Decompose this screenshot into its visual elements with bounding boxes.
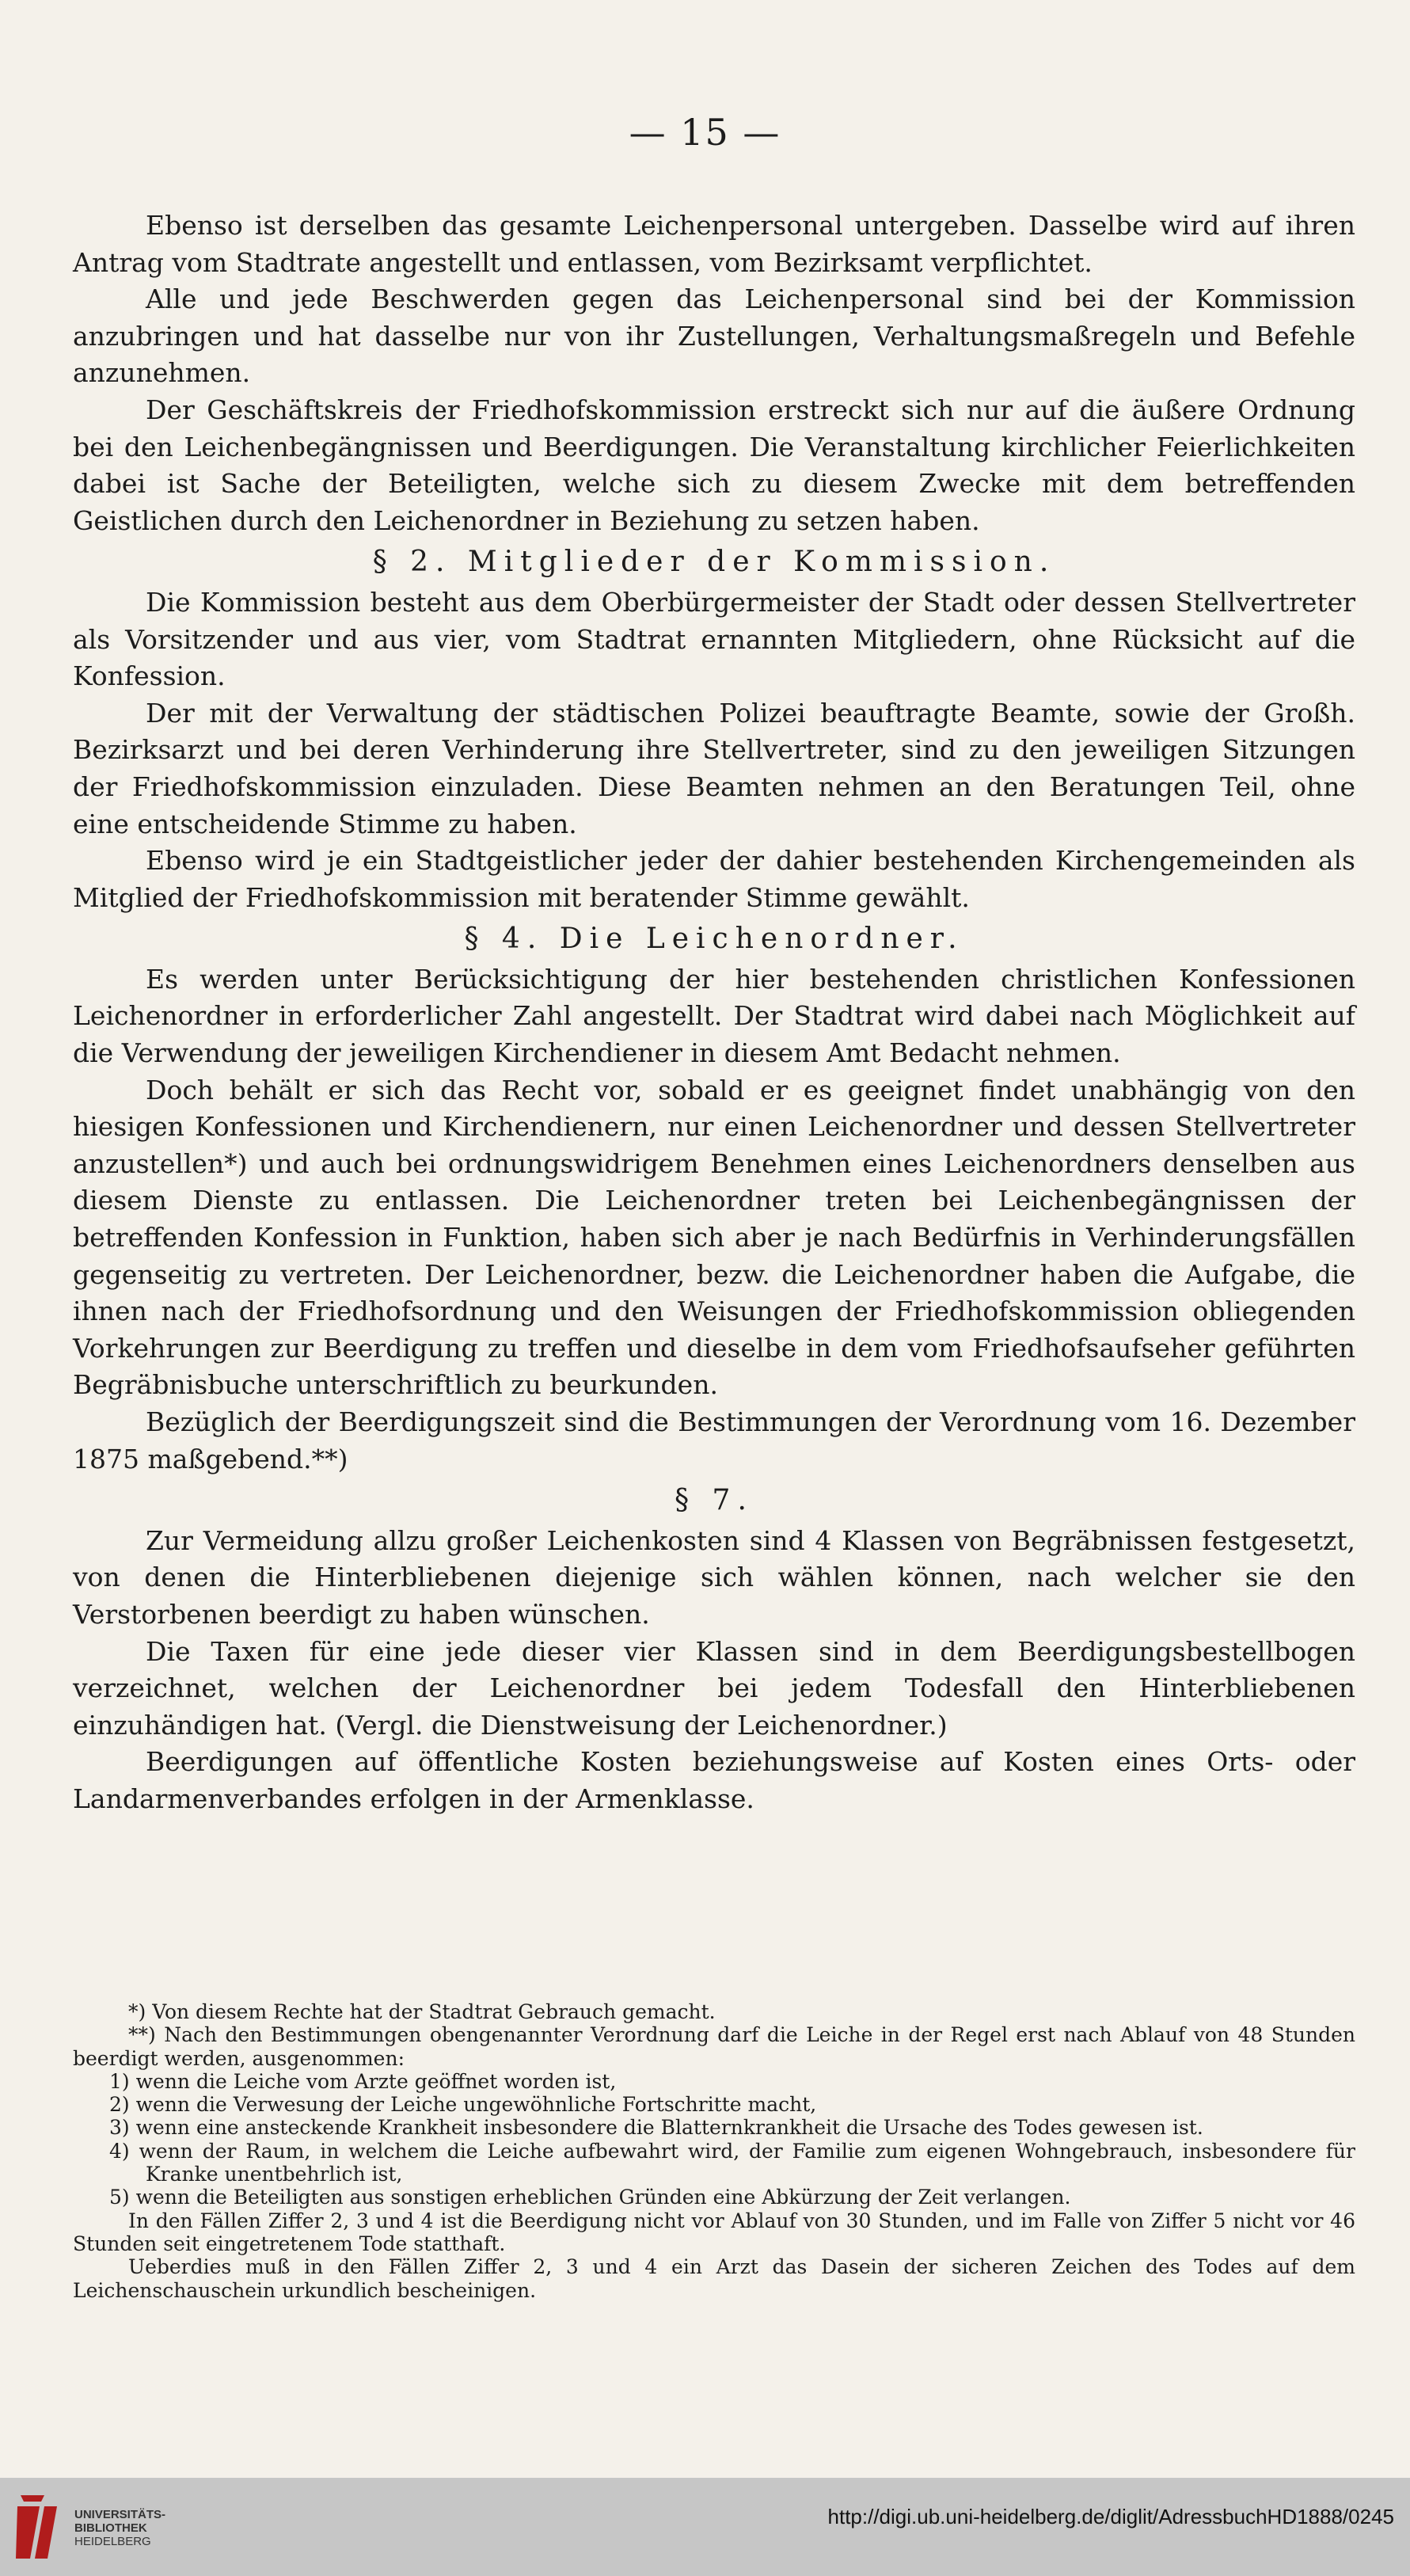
footnote-item: 5) wenn die Beteiligten aus sonstigen erheblichen Gründen eine Abkürzung der Zeit verlangen.	[109, 2186, 1071, 2209]
paragraph: Der mit der Verwaltung der städtischen Polizei beauftragte Beamte, sowie der Großh. Bezirksarzt und bei deren Verhinderung ihre Stellvertreter, sind zu den jeweiligen Sitzungen der Friedhofskommission einzuladen. Diese Beamten nehmen an den Beratungen Teil, ohne eine entscheidende Stimme zu haben.	[73, 697, 1355, 839]
footnote: In den Fällen Ziffer 2, 3 und 4 ist die Beerdigung nicht vor Ablauf von 30 Stunden, und im Falle von Ziffer 5 nicht vor 46 Stunden seit eingetretenem Tode statthaft.	[73, 2209, 1355, 2255]
section-heading-7: § 7.	[675, 1484, 754, 1517]
footnote-item: 2) wenn die Verwesung der Leiche ungewöhnliche Fortschritte macht,	[109, 2093, 817, 2117]
paragraph: Beerdigungen auf öffentliche Kosten beziehungsweise auf Kosten eines Orts- oder Landarmenverbandes erfolgen in der Armenklasse.	[73, 1746, 1355, 1814]
main-text	[73, 207, 1355, 1818]
section-heading-4: § 4. Die Leichenordner.	[464, 923, 964, 956]
paragraph: Der Geschäftskreis der Friedhofskommission erstreckt sich nur auf die äußere Ordnung bei den Leichenbegängnissen und Beerdigungen. Die Veranstaltung kirchlicher Feierlichkeiten dabei ist Sache der Beteiligten, welche sich zu diesem Zwecke mit dem betreffenden Geistlichen durch den Leichenordner in Beziehung zu setzen haben.	[73, 394, 1355, 536]
paragraph: Ebenso wird je ein Stadtgeistlicher jeder der dahier bestehenden Kirchengemeinden als Mitglied der Friedhofskommission mit beratender Stimme gewählt.	[73, 845, 1355, 913]
paragraph: Zur Vermeidung allzu großer Leichenkosten sind 4 Klassen von Begräbnissen festgesetzt, von denen die Hinterbliebenen diejenige sich wählen können, nach welcher sie den Verstorbenen beerdigt zu haben wünschen.	[73, 1524, 1355, 1630]
paragraph: Doch behält er sich das Recht vor, sobald er es geeignet findet unabhängig von den hiesigen Konfessionen und Kirchendienern, nur einen Leichenordner und dessen Stellvertreter anzustellen*) und auch bei ordnungswidrigem Benehmen eines Leichenordners denselben aus diesem Dienste zu entlassen. Die Leichenordner treten bei Leichenbegängnissen der betreffenden Konfession in Funktion, haben sich aber je nach Bedürfnis in Verhinderungsfällen gegenseitig zu vertreten. Der Leichenordner, bezw. die Leichenordner haben die Aufgabe, die ihnen nach der Friedhofsordnung und den Weisungen der Friedhofskommission obliegenden Vorkehrungen zur Beerdigung zu treffen und dieselbe in dem vom Friedhofsaufseher geführten Begräbnisbuche unterschriftlich zu beurkunden.	[73, 1074, 1355, 1401]
paragraph: Es werden unter Berücksichtigung der hier bestehenden christlichen Konfessionen Leichenordner in erforderlicher Zahl angestellt. Der Stadtrat wird dabei nach Möglichkeit auf die Verwendung der jeweiligen Kirchendiener in diesem Amt Bedacht nehmen.	[73, 963, 1355, 1069]
library-seal-icon	[13, 2490, 63, 2563]
paragraph: Bezüglich der Beerdigungszeit sind die Bestimmungen der Verordnung vom 16. Dezember 1875 maßgebend.**)	[73, 1406, 1355, 1474]
paragraph: Die Kommission besteht aus dem Oberbürgermeister der Stadt oder dessen Stellvertreter als Vorsitzender und aus vier, vom Stadtrat ernannten Mitgliedern, ohne Rücksicht auf die Konfession.	[73, 586, 1355, 692]
footnote: *) Von diesem Rechte hat der Stadtrat Gebrauch gemacht.	[128, 2000, 716, 2023]
paragraph: Alle und jede Beschwerden gegen das Leichenpersonal sind bei der Kommission anzubringen und hat dasselbe nur von ihr Zustellungen, Verhaltungsmaßregeln und Befehle anzunehmen.	[73, 283, 1355, 389]
page-number: — 15 —	[629, 111, 781, 154]
paragraph: Die Taxen für eine jede dieser vier Klassen sind in dem Beerdigungsbestellbogen verzeichnet, welchen der Leichenordner bei jedem Todesfall den Hinterbliebenen einzuhändigen hat. (Vergl. die Dienstweisung der Leichenordner.)	[73, 1635, 1355, 1741]
section-heading-2: § 2. Mitglieder der Kommission.	[372, 546, 1056, 579]
footer-bar	[0, 2478, 1410, 2576]
library-name: UNIVERSITÄTS- BIBLIOTHEK HEIDELBERG	[74, 2508, 166, 2548]
footnote-item: 1) wenn die Leiche vom Arzte geöffnet worden ist,	[109, 2069, 617, 2093]
footnote: **) Nach den Bestimmungen obengenannter Verordnung darf die Leiche in der Regel erst nach Ablauf von 48 Stunden beerdigt werden, ausgenommen:	[73, 2023, 1355, 2070]
footnote-item: 4) wenn der Raum, in welchem die Leiche aufbewahrt wird, der Familie zum eigenen Wohngebrauch, insbesondere für Kranke unentbehrlich ist,	[109, 2139, 1355, 2186]
source-url-link[interactable]: http://digi.ub.uni-heidelberg.de/diglit/AdressbuchHD1888/0245	[827, 2505, 1394, 2528]
library-logo[interactable]	[13, 2490, 219, 2563]
footnote: Ueberdies muß in den Fällen Ziffer 2, 3 und 4 ein Arzt das Dasein der sicheren Zeichen des Todes auf dem Leichenschauschein urkundlich bescheinigen.	[73, 2255, 1355, 2302]
footnotes	[73, 2000, 1355, 2302]
paragraph: Ebenso ist derselben das gesamte Leichenpersonal untergeben. Dasselbe wird auf ihren Antrag vom Stadtrate angestellt und entlassen, vom Bezirksamt verpflichtet.	[73, 210, 1355, 278]
footnote-item: 3) wenn eine ansteckende Krankheit insbesondere die Blatternkrankheit die Ursache des Todes gewesen ist.	[109, 2116, 1203, 2140]
